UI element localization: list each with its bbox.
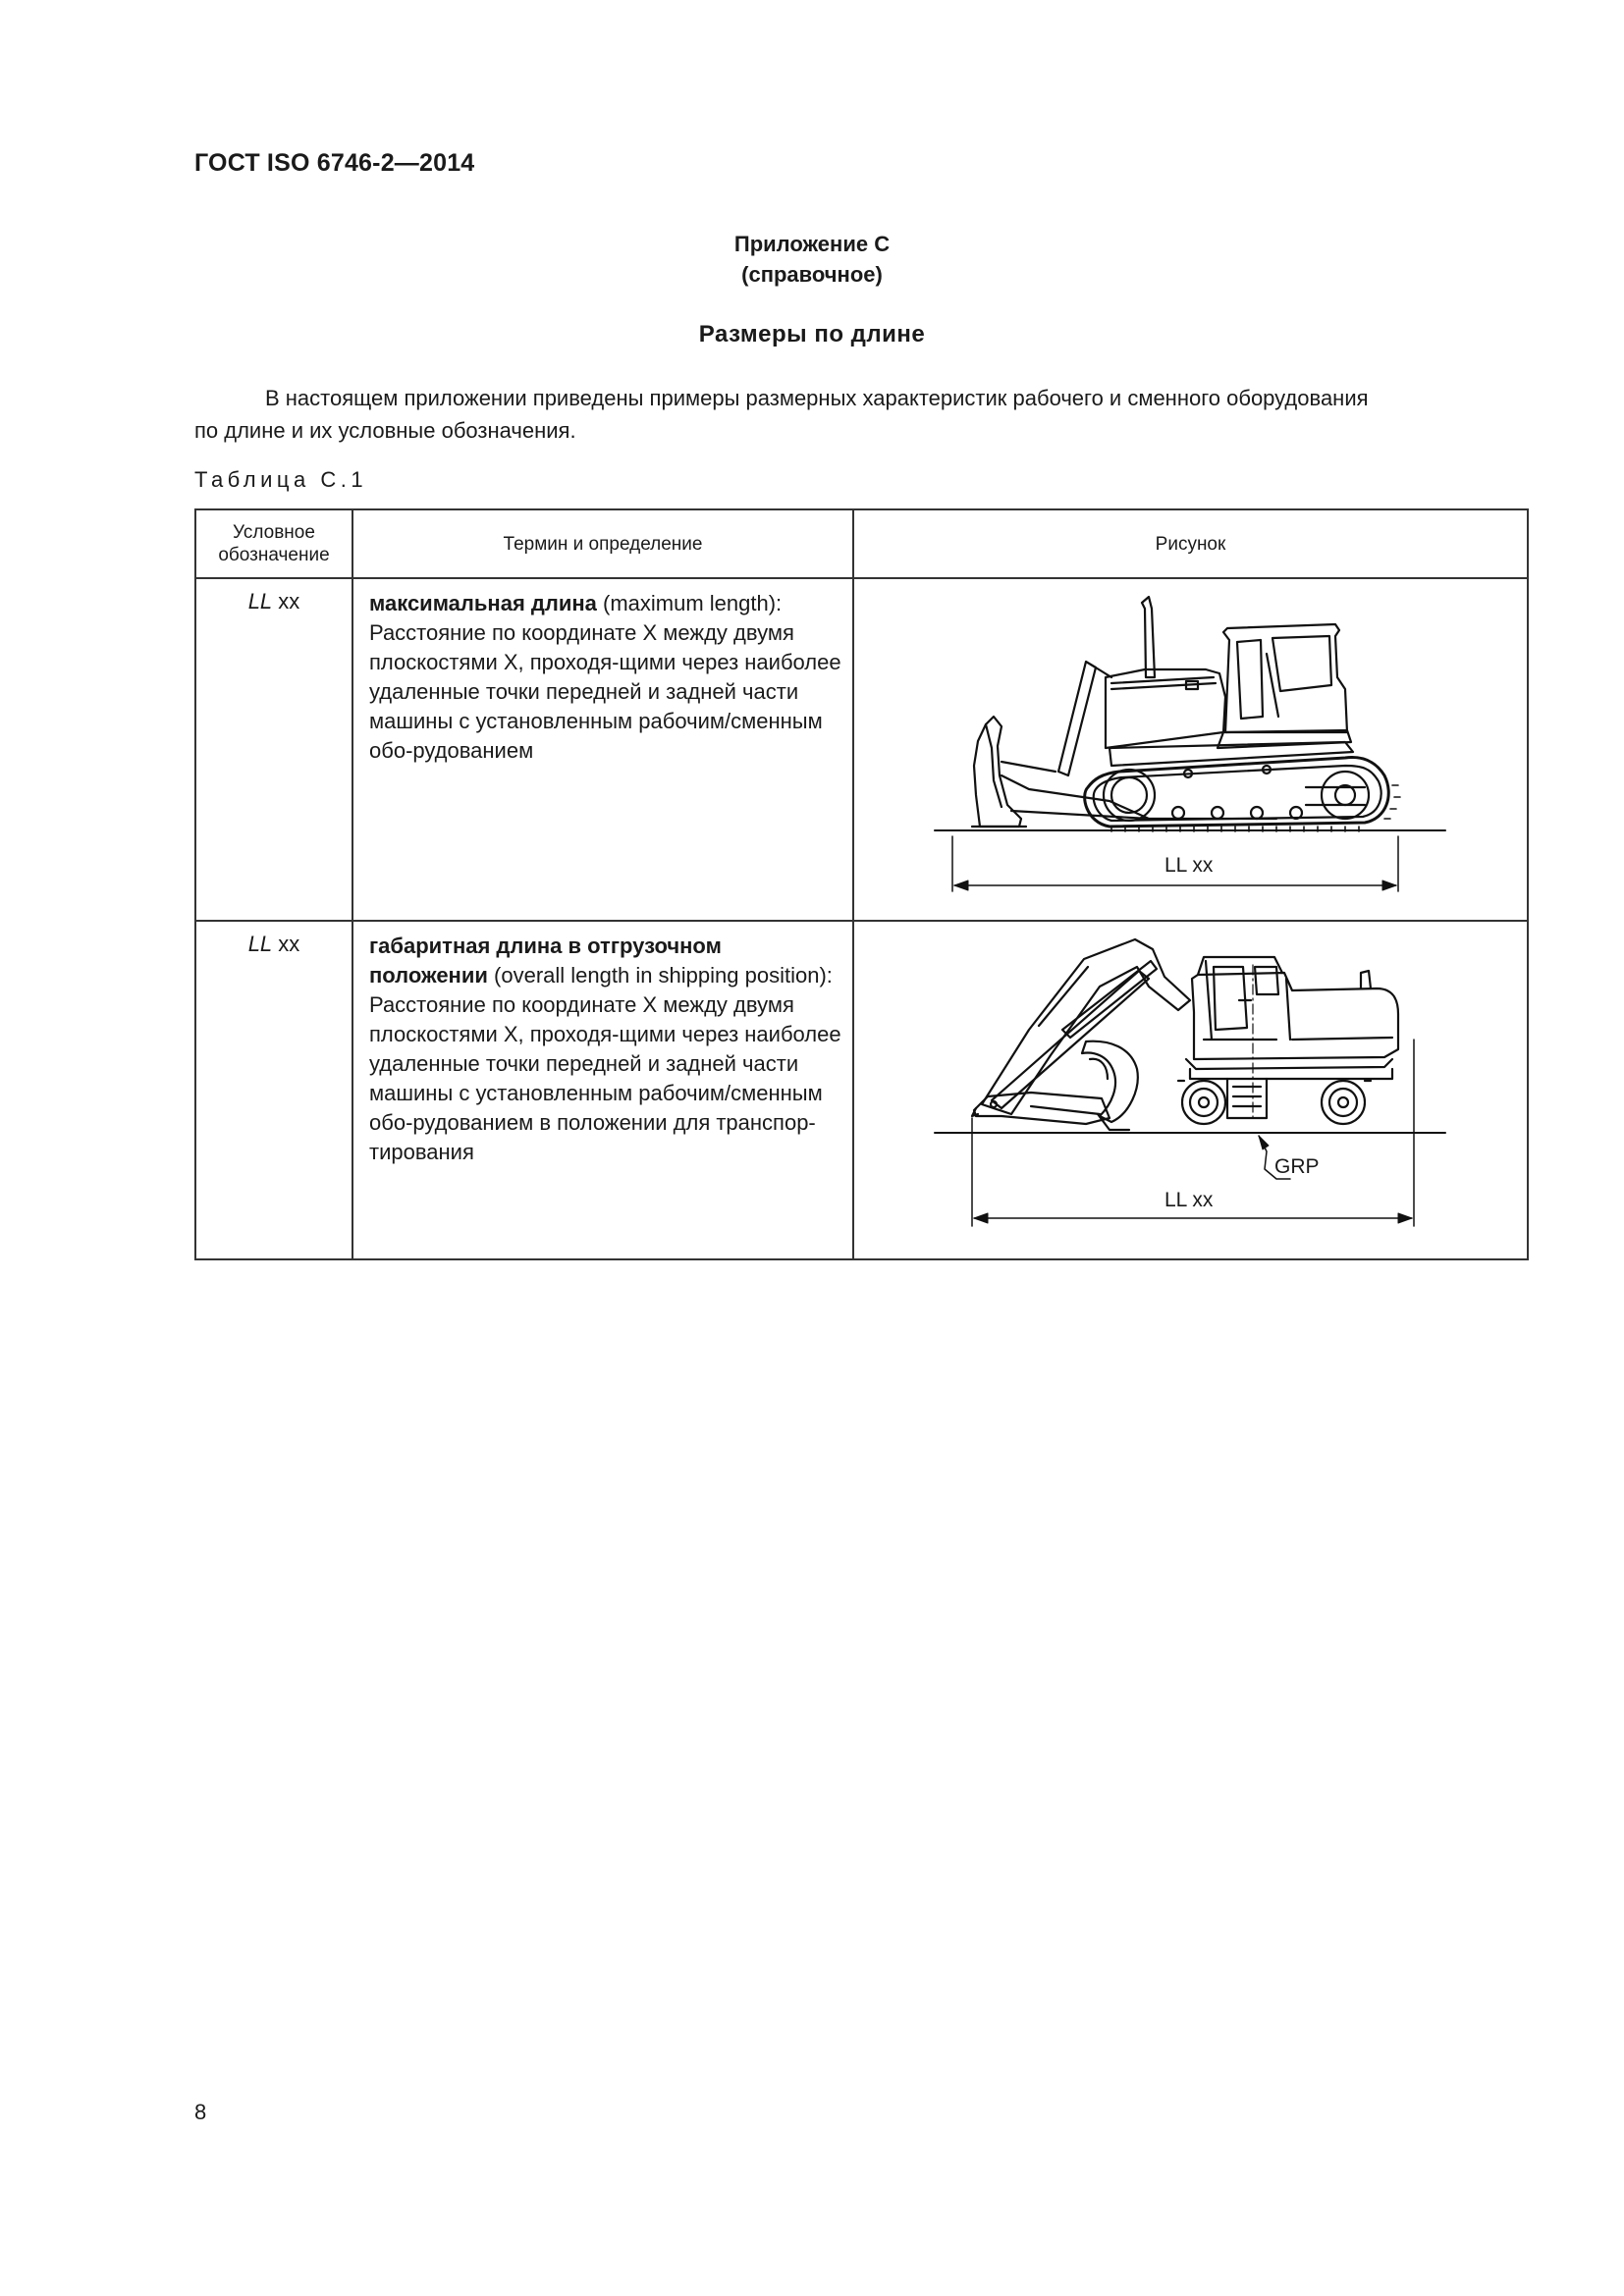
- header-term: Термин и определение: [352, 509, 853, 578]
- term-cell: [352, 921, 853, 1259]
- term-definition: (overall length in shipping position): Расстояние по координате X между двумя плоскостями X, проходя-щими через наиболее удаленные точки передней и задней части машины с установленным рабочим/сменным обо-рудованием в положении для транспор-тирования: [369, 963, 841, 1164]
- appendix-title: Приложение С: [733, 232, 891, 256]
- table-caption: Таблица С.1: [194, 467, 368, 492]
- symbol-italic: LL: [247, 589, 273, 614]
- appendix-subtitle: (справочное): [741, 262, 883, 287]
- figure-cell: [853, 921, 1528, 1259]
- symbol-italic: LL: [247, 932, 273, 956]
- term-bold: максимальная длина: [369, 591, 597, 615]
- symbol-suffix: xx: [272, 932, 300, 956]
- document-code: ГОСТ ISO 6746-2—2014: [194, 149, 475, 177]
- table-header-row: [195, 509, 1528, 578]
- term-bold: габаритная длина в отгрузочном положении: [369, 934, 722, 988]
- intro-line-1: В настоящем приложении приведены примеры размерных характеристик рабочего и сменного оборудования: [265, 386, 1369, 410]
- page-number: 8: [194, 2100, 207, 2124]
- dimension-label: LL xx: [1161, 854, 1217, 878]
- term-definition: (maximum length): Расстояние по координате X между двумя плоскостями X, проходя-щими через наиболее удаленные точки передней и задней части машины с установленным рабочим/сменным обо-рудованием: [369, 591, 841, 763]
- table-row: [195, 921, 1528, 1259]
- symbol-suffix: xx: [272, 589, 300, 614]
- symbol-cell: [195, 578, 352, 921]
- term-cell: [352, 578, 853, 921]
- intro-line-2: по длине и их условные обозначения.: [194, 418, 576, 443]
- header-figure: Рисунок: [853, 509, 1528, 578]
- section-title: Размеры по длине: [698, 321, 926, 347]
- intro-paragraph: [194, 382, 1530, 447]
- figure-cell: [853, 578, 1528, 921]
- dimension-label: LL xx: [1161, 1189, 1217, 1212]
- definitions-table: [194, 508, 1529, 1260]
- header-symbol: Условное обозначение: [195, 509, 352, 578]
- appendix-heading: [0, 229, 1624, 290]
- symbol-cell: [195, 921, 352, 1259]
- reference-point-label: GRP: [1274, 1155, 1320, 1178]
- table-row: [195, 578, 1528, 921]
